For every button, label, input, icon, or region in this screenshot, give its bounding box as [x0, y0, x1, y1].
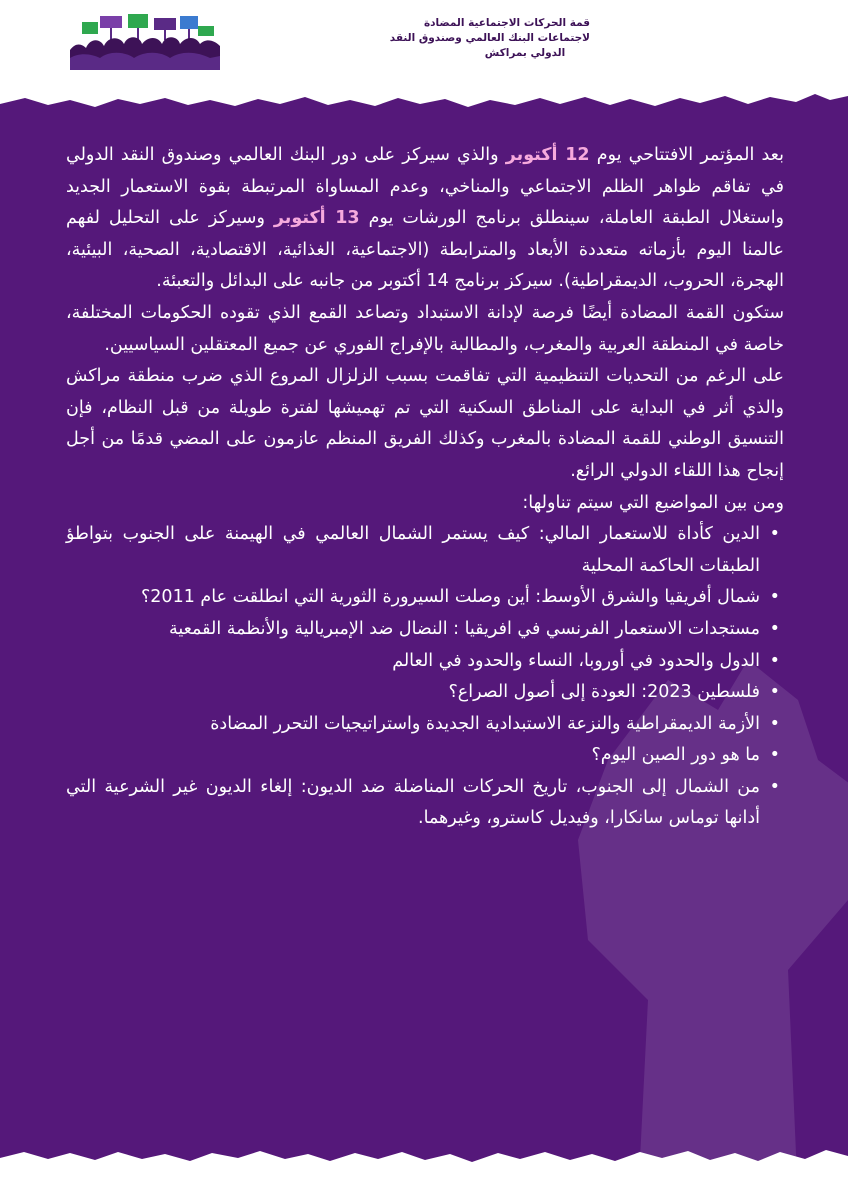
topics-intro: ومن بين المواضيع التي سيتم تناولها: — [522, 492, 784, 513]
topic-item: • الأزمة الديمقراطية والنزعة الاستبدادية الجديدة واستراتيجيات التحرر المضادة — [66, 709, 760, 741]
torn-paper-edge-top — [0, 78, 848, 118]
topic-item: • شمال أفريقيا والشرق الأوسط: أين وصلت السيرورة الثورية التي انطلقت عام 2011؟ — [66, 582, 760, 614]
paragraph-program — [66, 140, 784, 298]
summit-title-line: قمة الحركات الاجتماعية المضادة — [423, 17, 590, 29]
date-highlight: 13 أكتوبر — [273, 208, 360, 229]
protest-crowd-logo — [70, 14, 220, 70]
paragraph-repression: ستكون القمة المضادة أيضًا فرصة لإدانة الاستبداد وتصاعد القمع الذي تقوده الحكومات المختلفة، خاصة في المنطقة العربية والمغرب، والمطالبة بالإفراج الفوري عن جميع المعتقلين السياسيين. — [66, 302, 784, 355]
topic-item: • ما هو دور الصين اليوم؟ — [66, 740, 760, 772]
paragraph-text: وسيركز على التحليل لفهم عالمنا اليوم بأزماته متعددة الأبعاد والمترابطة (الاجتماعية، الغذائية، الاقتصادية، الصحية، البيئية، الهجرة، الحروب، الديمقراطية). سيركز برنامج 14 أكتوبر من جانبه على البدائل والتعبئة. — [66, 208, 784, 292]
paragraph-text: والذي سيركز على دور البنك العالمي وصندوق النقد الدولي في تفاقم ظواهر الظلم الاجتماعي والمناخي، وعدم المساواة المرتبطة بقوة الاستعمار الجديد واستغلال الطبقة العاملة، سينطلق برنامج الورشات يوم — [66, 145, 785, 229]
paragraph-text: بعد المؤتمر الافتتاحي يوم — [589, 145, 784, 165]
summit-title-line: لاجتماعات البنك العالمي وصندوق النقد — [389, 32, 590, 44]
paragraph-earthquake: على الرغم من التحديات التنظيمية التي تفاقمت بسبب الزلزال المروع الذي ضرب منطقة مراكش والذي أثر في البداية على المناطق السكنية التي تم تهميشها لفترة طويلة من قبل النظام، فإن التنسيق الوطني للقمة المضادة بالمغرب وكذلك الفريق المنظم عازمون على المضي قدمًا من أجل إنجاح هذا اللقاء الدولي الرائع. — [66, 366, 784, 481]
topic-item: • من الشمال إلى الجنوب، تاريخ الحركات المناضلة ضد الديون: إلغاء الديون غير الشرعية التي أدانها توماس سانكارا، وفيديل كاسترو، وغيرهما. — [66, 772, 760, 835]
topics-list — [66, 519, 784, 835]
summit-title-line: الدولي بمراكش — [484, 47, 566, 59]
summit-title — [389, 16, 590, 61]
topic-item: • الدين كأداة للاستعمار المالي: كيف يستمر الشمال العالمي في الهيمنة على الجنوب بتواطؤ الطبقات الحاكمة المحلية — [66, 519, 760, 582]
date-highlight: 12 أكتوبر — [505, 145, 590, 165]
main-content — [66, 140, 784, 835]
topic-item: • فلسطين 2023: العودة إلى أصول الصراع؟ — [66, 677, 760, 709]
topic-item: • الدول والحدود في أوروبا، النساء والحدود في العالم — [66, 646, 760, 678]
topic-item: • مستجدات الاستعمار الفرنسي في افريقيا : النضال ضد الإمبريالية والأنظمة القمعية — [66, 614, 760, 646]
torn-paper-edge-bottom — [0, 1126, 848, 1200]
